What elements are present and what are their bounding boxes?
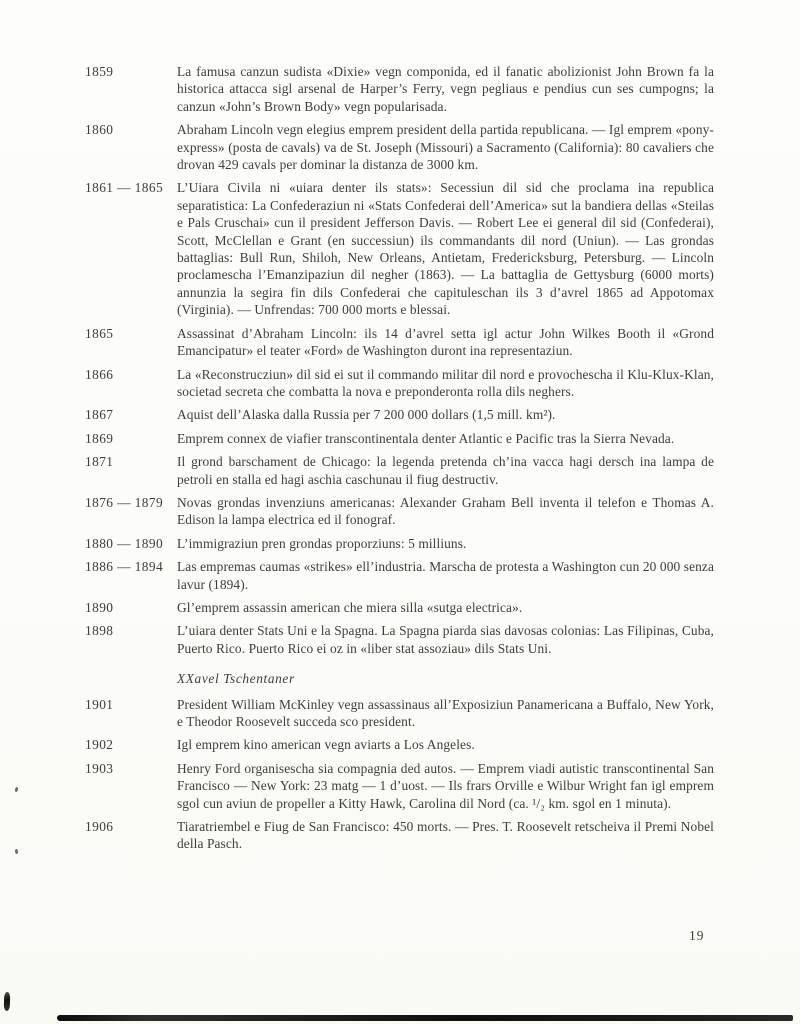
timeline-entry: [85, 179, 714, 318]
entry-year: 1901: [85, 696, 114, 712]
entry-text: La famusa canzun sudista «Dixie» vegn componida, ed il fanatic abolizionist John Brown fa la historica attacca sigl arsenal de Harper’s Ferry, vegn pegliaus e pendius cun ses cumpogns; la canzun «John’s Brown Body» vegn popularisada.: [177, 64, 714, 114]
timeline-entry: [85, 453, 714, 488]
timeline-entry: [85, 558, 714, 593]
margin-speck: [15, 849, 19, 854]
entry-text: Assassinat d’Abraham Lincoln: ils 14 d’avrel setta igl actur John Wilkes Booth il «Grond Emancipatur» el teater «Ford» de Washington duront ina representaziun.: [177, 325, 714, 359]
timeline-content: [85, 63, 714, 859]
entry-text: L’immigraziun pren grondas proporziuns: 5 milliuns.: [177, 535, 467, 551]
entry-year: 1906: [85, 819, 114, 835]
timeline-entry: [85, 430, 714, 447]
entry-year: 1859: [85, 64, 114, 79]
timeline-entry: [85, 63, 714, 115]
timeline-entry: [85, 760, 714, 812]
entry-text: L’uiara denter Stats Uni e la Spagna. La Spagna piarda sias davosas colonias: Las Filipinas, Cuba, Puerto Rico. Puerto Rico ei oz in «liber stat assoziau» dils Stats Uni.: [177, 623, 714, 656]
timeline-entry: [85, 818, 714, 853]
timeline-entry: [85, 736, 714, 753]
entry-text: Igl emprem kino american vegn aviarts a Los Angeles.: [177, 737, 475, 753]
entry-text: Novas grondas invenziuns americanas: Alexander Graham Bell inventa il telefon e Thomas A. Edison la lampa electrica ed il fonograf.: [177, 494, 714, 528]
timeline-entry: [85, 696, 714, 731]
entry-text: Abraham Lincoln vegn elegius emprem president della partida republicana. — Igl emprem «pony-express» (posta de cavals) va de St. Joseph (Missouri) a Sacramento (California): 80 cavaliers che drovan 429 cavals per dominar la distanza de 3000 km.: [177, 122, 714, 173]
entry-year: 1867: [85, 407, 114, 423]
timeline-entry: [85, 599, 714, 616]
entry-text: La «Reconstrucziun» dil sid ei sut il commando militar dil nord e provochescha il Klu-Klux-Klan, societad secreta che combatta la nova e preponderonta rolla dils neghers.: [177, 366, 714, 399]
timeline-entry: [85, 622, 714, 657]
entry-year: 1880 — 1890: [85, 535, 164, 551]
timeline-entry: [85, 366, 714, 401]
page-number: 19: [689, 928, 705, 943]
entry-year: 1902: [85, 737, 114, 753]
entry-text: Aquist dell’Alaska dalla Russia per 7 200 000 dollars (1,5 mill. km²).: [177, 407, 556, 423]
entry-text: Las empremas caumas «strikes» ell’industria. Marscha de protesta a Washington cun 20 000 senza lavur (1894).: [177, 559, 714, 592]
entry-year: 1898: [85, 623, 114, 639]
scan-artifact-bar: [57, 1015, 793, 1021]
entry-year: 1866: [85, 366, 114, 382]
entry-year: 1903: [85, 760, 114, 776]
entry-text: Emprem connex de viafier transcontinentala denter Atlantic e Pacific tras la Sierra Nevada.: [177, 430, 675, 446]
timeline-entry: [85, 406, 714, 423]
century-heading: [177, 670, 714, 687]
entry-text: Il grond barschament de Chicago: la legenda pretenda ch’ina vacca hagi dersch ina lampa de petroli en stalla ed hagi aschia caschunau il fiug destructiv.: [177, 454, 714, 487]
margin-speck: [14, 787, 18, 793]
entry-year: 1865: [85, 325, 114, 341]
entry-text: Tiaratriembel e Fiug de San Francisco: 450 morts. — Pres. T. Roosevelt retscheiva il Premi Nobel della Pasch.: [177, 819, 714, 852]
ink-blot-artifact: [4, 992, 10, 1011]
timeline-entry: [85, 535, 714, 552]
entry-year: 1890: [85, 599, 114, 615]
entry-year: 1871: [85, 454, 114, 470]
timeline-entry: [85, 121, 714, 173]
timeline-entry: [85, 325, 714, 360]
entry-text: Henry Ford organisescha sia compagnia ded autos. — Emprem viadi autistic transcontinental San Francisco — New York: 23 matg — 1 d’uost. — Ils frars Orville e Wilbur Wright fan igl emprem sgol cun aviun de propeller a Kitty Hawk, Carolina dil Nord (ca. ¹/₂ km. sgol en 1 minuta).: [177, 760, 714, 811]
timeline-entry: [85, 494, 714, 529]
entry-text: President William McKinley vegn assassinaus all’Exposiziun Panamericana a Buffalo, New York, e Theodor Roosevelt succeda sco president.: [177, 696, 714, 729]
entry-year: 1869: [85, 430, 114, 446]
entry-text: L’Uiara Civila ni «uiara denter ils stats»: Secessiun dil sid che proclama ina republica separatistica: La Confederaziun ni «Stats Confederai dell’America» sut la bandiera dellas «Steilas e Pals Cruschai» cun il president Jefferson Davis. — Robert Lee ei general dil sid (Confederai), Scott, McClellan e Grant (en successiun) ils commandants dil nord (Uniun). — Las grondas battaglias: Bull Run, Shiloh, New Orleans, Antietam, Fredericksburg, Petersburg. — Lincoln proclamescha l’Emanzipaziun dil negher (1863). — La battaglia de Gettysburg (6000 morts) annunzia la segira fin dils Confederai che capituleschan ils 3 d’avrel 1865 ad Appotomax (Virginia). — Unfrendas: 700 000 morts e blessai.: [177, 180, 714, 318]
entry-year: 1861 — 1865: [85, 180, 164, 196]
entry-text: Gl’emprem assassin american che miera silla «sutga electrica».: [177, 599, 523, 615]
entry-year: 1876 — 1879: [85, 494, 164, 510]
entry-year: 1886 — 1894: [85, 559, 164, 575]
century-heading-text: XXavel Tschentaner: [177, 671, 295, 687]
entry-year: 1860: [85, 122, 114, 138]
